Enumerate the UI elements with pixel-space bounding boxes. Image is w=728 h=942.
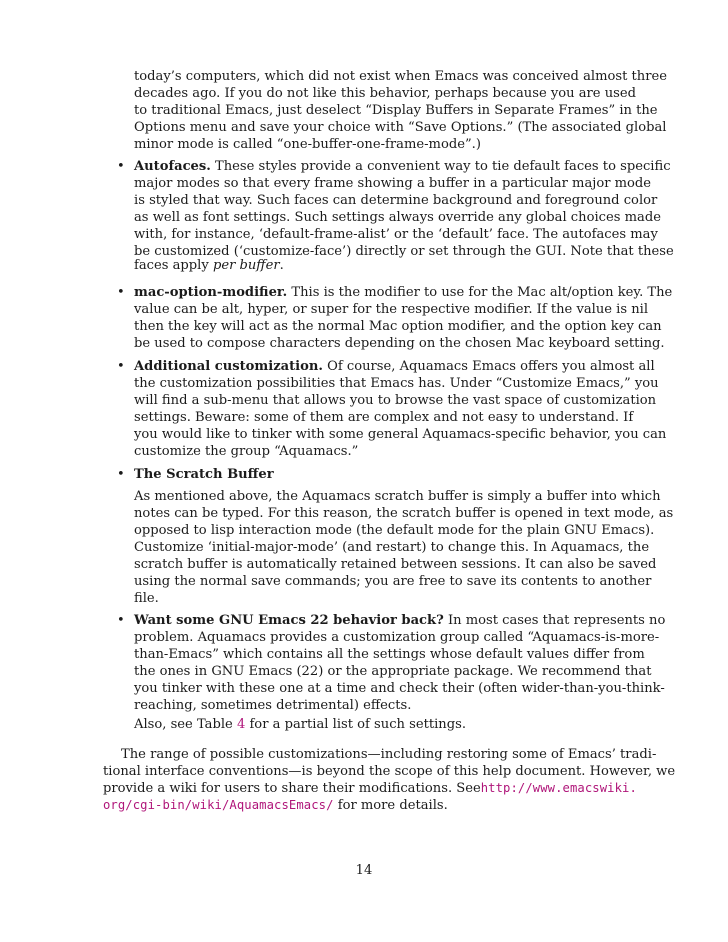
text-line: using the normal save commands; you are free to save its contents to another [134,574,652,589]
bullet-icon: • [117,359,125,374]
table-reference-link[interactable]: 4 [236,717,246,732]
item-title: mac-option-modifier. [134,285,288,300]
text-line: major modes so that every frame showing a buffer in a particular major mode [134,176,652,191]
bullet-icon: • [117,467,125,482]
text-line: today’s computers, which did not exist when Emacs was conceived almost three [134,69,667,84]
text-line: opposed to lisp interaction mode (the default mode for the plain GNU Emacs). [134,523,655,538]
item-title: Autofaces. [134,159,211,174]
bullet-icon: • [117,285,125,300]
text-line: then the key will act as the normal Mac option modifier, and the option key can [134,319,662,334]
item-text: This is the modifier to use for the Mac alt/option key. The [291,285,673,300]
text-line: notes can be typed. For this reason, the scratch buffer is opened in text mode, as [134,506,674,521]
item-title: Want some GNU Emacs 22 behavior back? [134,613,444,628]
text-line: value can be alt, hyper, or super for the respective modifier. If the value is nil [134,302,649,317]
text-span: provide a wiki for users to share their modifications. See [103,781,481,796]
text-line: customize the group “Aquamacs.” [134,444,359,459]
text-span: for more details. [333,798,448,813]
text-line: you tinker with these one at a time and check their (often wider-than-you-think- [134,681,665,696]
list-item-additional-customization [134,358,655,375]
text-line: settings. Beware: some of them are complex and not easy to understand. If [134,410,634,425]
list-item-gnu-emacs-22 [134,612,666,629]
page-number: 14 [355,863,373,878]
text-line: the customization possibilities that Emacs has. Under “Customize Emacs,” you [134,376,659,391]
item-title: The Scratch Buffer [134,467,274,482]
text-line: Customize ‘initial-major-mode’ (and restart) to change this. In Aquamacs, the [134,540,650,555]
text-line: is styled that way. Such faces can determine background and foreground color [134,193,658,208]
item-title: Additional customization. [134,359,323,374]
text-line: will find a sub-menu that allows you to browse the vast space of customization [134,393,657,408]
text-span: faces apply [134,258,213,273]
wiki-url-link-continued[interactable]: org/cgi-bin/wiki/AquamacsEmacs/ [103,798,334,812]
text-line: problem. Aquamacs provides a customization group called “Aquamacs-is-more- [134,630,660,645]
text-line [103,780,637,797]
text-line: decades ago. If you do not like this behavior, perhaps because you are used [134,86,636,101]
text-line [103,797,593,814]
text-line: scratch buffer is automatically retained between sessions. It can also be saved [134,557,657,572]
text-line: you would like to tinker with some general Aquamacs-specific behavior, you can [134,427,667,442]
text-line: The range of possible customizations—including restoring some of Emacs’ tradi- [121,747,657,762]
text-span: Also, see Table [134,717,237,732]
text-line: be used to compose characters depending on the chosen Mac keyboard setting. [134,336,665,351]
item-text: These styles provide a convenient way to tie default faces to specific [214,159,671,174]
text-line: tional interface conventions—is beyond the scope of this help document. However, we [103,764,676,779]
text-line: reaching, sometimes detrimental) effects. [134,698,412,713]
text-line: the ones in GNU Emacs (22) or the appropriate package. We recommend that [134,664,652,679]
text-line: with, for instance, ‘default-frame-alist’ or the ‘default’ face. The autofaces may [134,227,658,242]
text-line: to traditional Emacs, just deselect “Display Buffers in Separate Frames” in the [134,103,658,118]
text-line: file. [134,591,159,606]
wiki-url-link[interactable]: http://www.emacswiki. [480,781,637,795]
text-line [134,257,593,274]
emphasis: per buffer [212,258,280,273]
text-line: than-Emacs” which contains all the settings whose default values differ from [134,647,645,662]
item-text: Of course, Aquamacs Emacs offers you almost all [327,359,655,374]
list-item-mac-option-modifier [134,284,673,301]
item-text: In most cases that represents no [447,613,666,628]
bullet-icon: • [117,159,125,174]
list-item-scratch-buffer [134,466,593,483]
text-line [134,716,593,733]
text-line: As mentioned above, the Aquamacs scratch buffer is simply a buffer into which [134,489,661,504]
text-line: minor mode is called “one-buffer-one-frame-mode”.) [134,137,481,152]
text-line: Options menu and save your choice with “Save Options.” (The associated global [134,120,667,135]
text-line: be customized (‘customize-face’) directly or set through the GUI. Note that these [134,244,674,259]
list-item-autofaces [134,158,671,175]
bullet-icon: • [117,613,125,628]
text-line: as well as font settings. Such settings always override any global choices made [134,210,661,225]
text-span: . [279,258,284,273]
text-span: for a partial list of such settings. [245,717,466,732]
